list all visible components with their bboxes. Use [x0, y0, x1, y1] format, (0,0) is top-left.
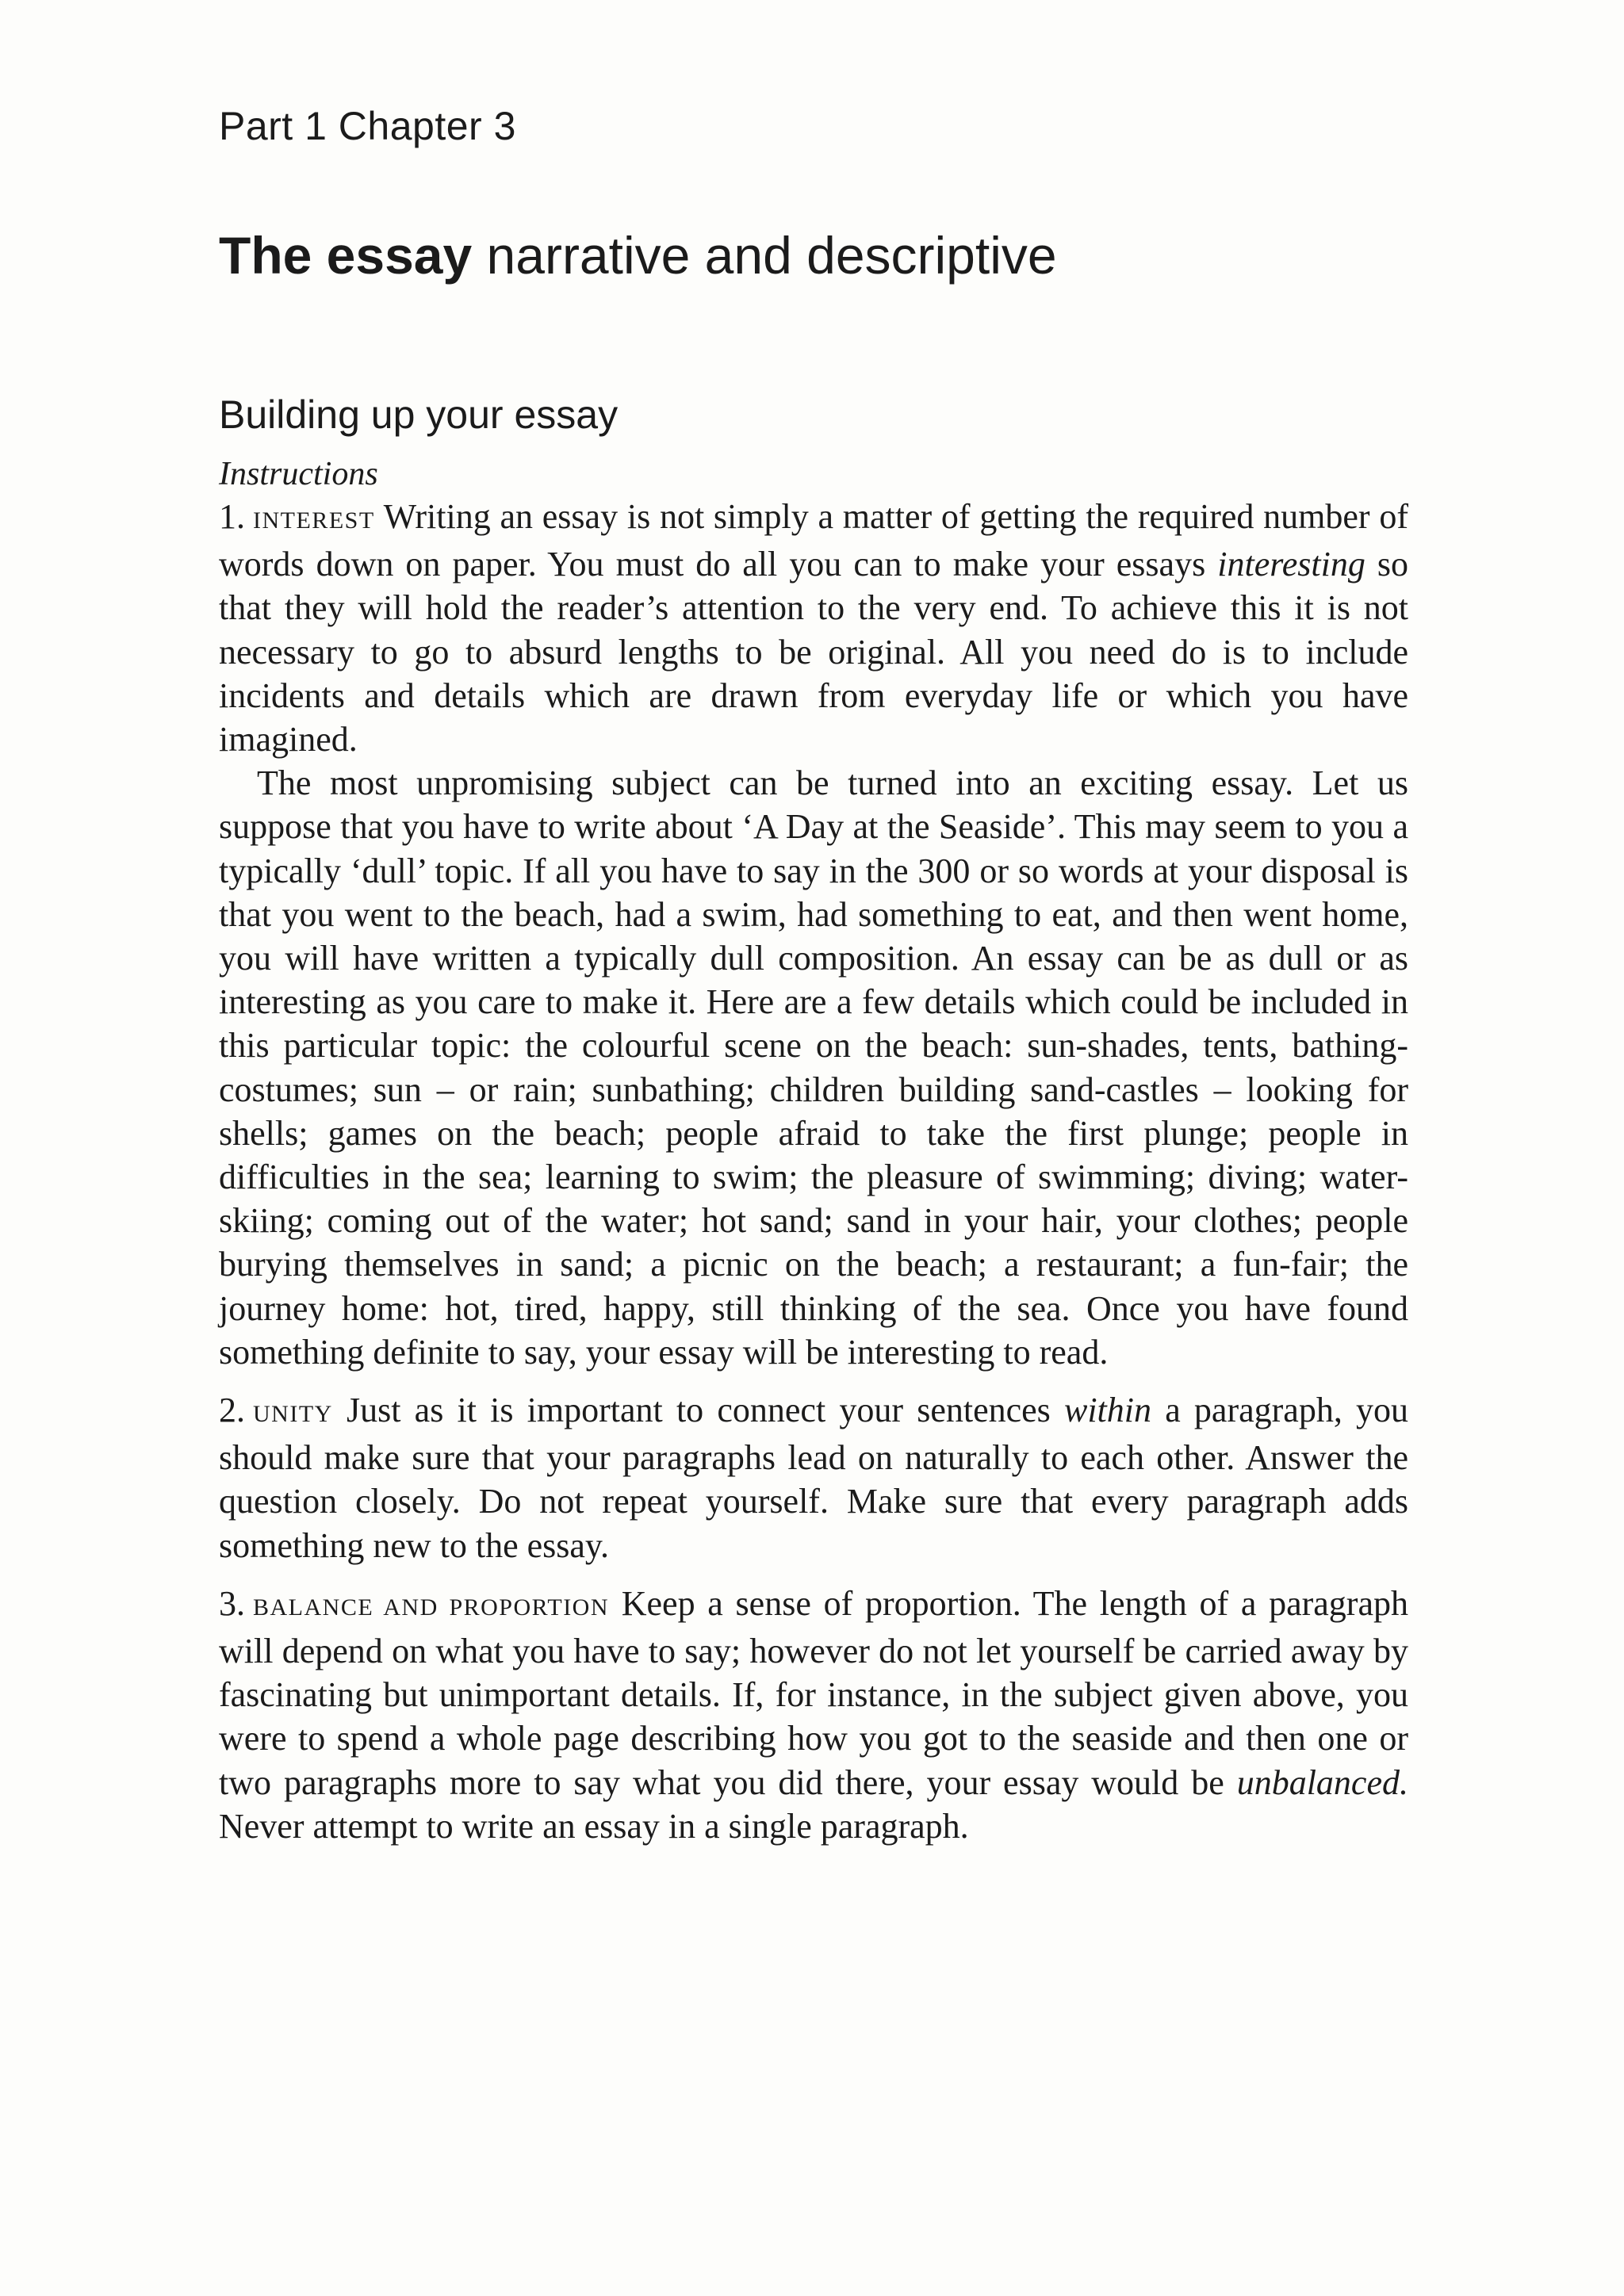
paragraph-text: so that they will hold the reader’s attention to the very end. To achieve this it is not necessary to go to absurd lengths to be original. All you need do is to include incidents and details which are drawn from everyday life or which you have imagined. [219, 545, 1409, 760]
instruction-paragraph-unity [219, 1388, 1408, 1567]
item-number: 3. [219, 1583, 245, 1623]
body-text [219, 495, 1408, 1848]
instruction-paragraph-interest [219, 495, 1408, 761]
emphasis-text: unbalanced. [1236, 1762, 1408, 1802]
emphasis-text: within [1063, 1391, 1152, 1430]
paragraph-text: Writing an essay is not simply a matter of getting the required number of words down on paper. You must do all you can to make your essays [219, 497, 1408, 584]
item-keyword: UNITY [253, 1401, 333, 1428]
chapter-label: Part 1 Chapter 3 [219, 104, 516, 148]
item-number: 1. [219, 497, 245, 536]
instruction-paragraph-continuation: The most unpromising subject can be turned into an exciting essay. Let us suppose that you have to write about ‘A Day at the Seaside’. This may seem to you a typically ‘dull’ topic. If all you have to say in the 300 or so words at your disposal is that you went to the beach, had a swim, had something to eat, and then went home, you will have written a typically dull composition. An essay can be as dull or as interesting as you care to make it. Here are a few details which could be included in this particular topic: the colourful scene on the beach: sun-shades, tents, bathing-costumes; sun – or rain; sunbathing; children building sand-castles – looking for shells; games on the beach; people afraid to take the first plunge; people in difficulties in the sea; learning to swim; the pleasure of swimming; diving; water-skiing; coming out of the water; hot sand; sand in your hair, your clothes; people burying themselves in sand; a picnic on the beach; a restaurant; a fun-fair; the journey home: hot, tired, happy, still thinking of the sea. Once you have found something definite to say, your essay will be interesting to read. [219, 763, 1408, 1372]
paragraph-text: Just as it is important to connect your sentences [332, 1391, 1064, 1430]
item-number: 2. [219, 1391, 245, 1430]
chapter-title [219, 225, 1057, 285]
paragraph-text: Keep a sense of proportion. The length of a paragraph will depend on what you have to say; however do not let yourself be carried away by fascinating but unimportant details. If, for instance, in the subject given above, you were to spend a whole page describing how you got to the seaside and then one or two paragraphs more to say what you did there, your essay would be [219, 1583, 1408, 1802]
instruction-paragraph-balance [219, 1582, 1408, 1848]
item-keyword: BALANCE AND PROPORTION [253, 1594, 610, 1621]
paragraph-text: Never attempt to write an essay in a single paragraph. [219, 1806, 969, 1846]
chapter-title-rest: narrative and descriptive [472, 226, 1057, 285]
paragraph-text: a paragraph, you should make sure that your paragraphs lead on naturally to each other. Answer the question closely. Do not repeat yourself. Make sure that every paragraph adds something new to the essay. [219, 1391, 1409, 1565]
chapter-title-bold: The essay [219, 226, 473, 285]
instructions-subheading: Instructions [219, 456, 378, 492]
section-heading: Building up your essay [219, 392, 619, 437]
item-keyword: INTEREST [253, 507, 375, 534]
emphasis-text: interesting [1217, 545, 1365, 584]
